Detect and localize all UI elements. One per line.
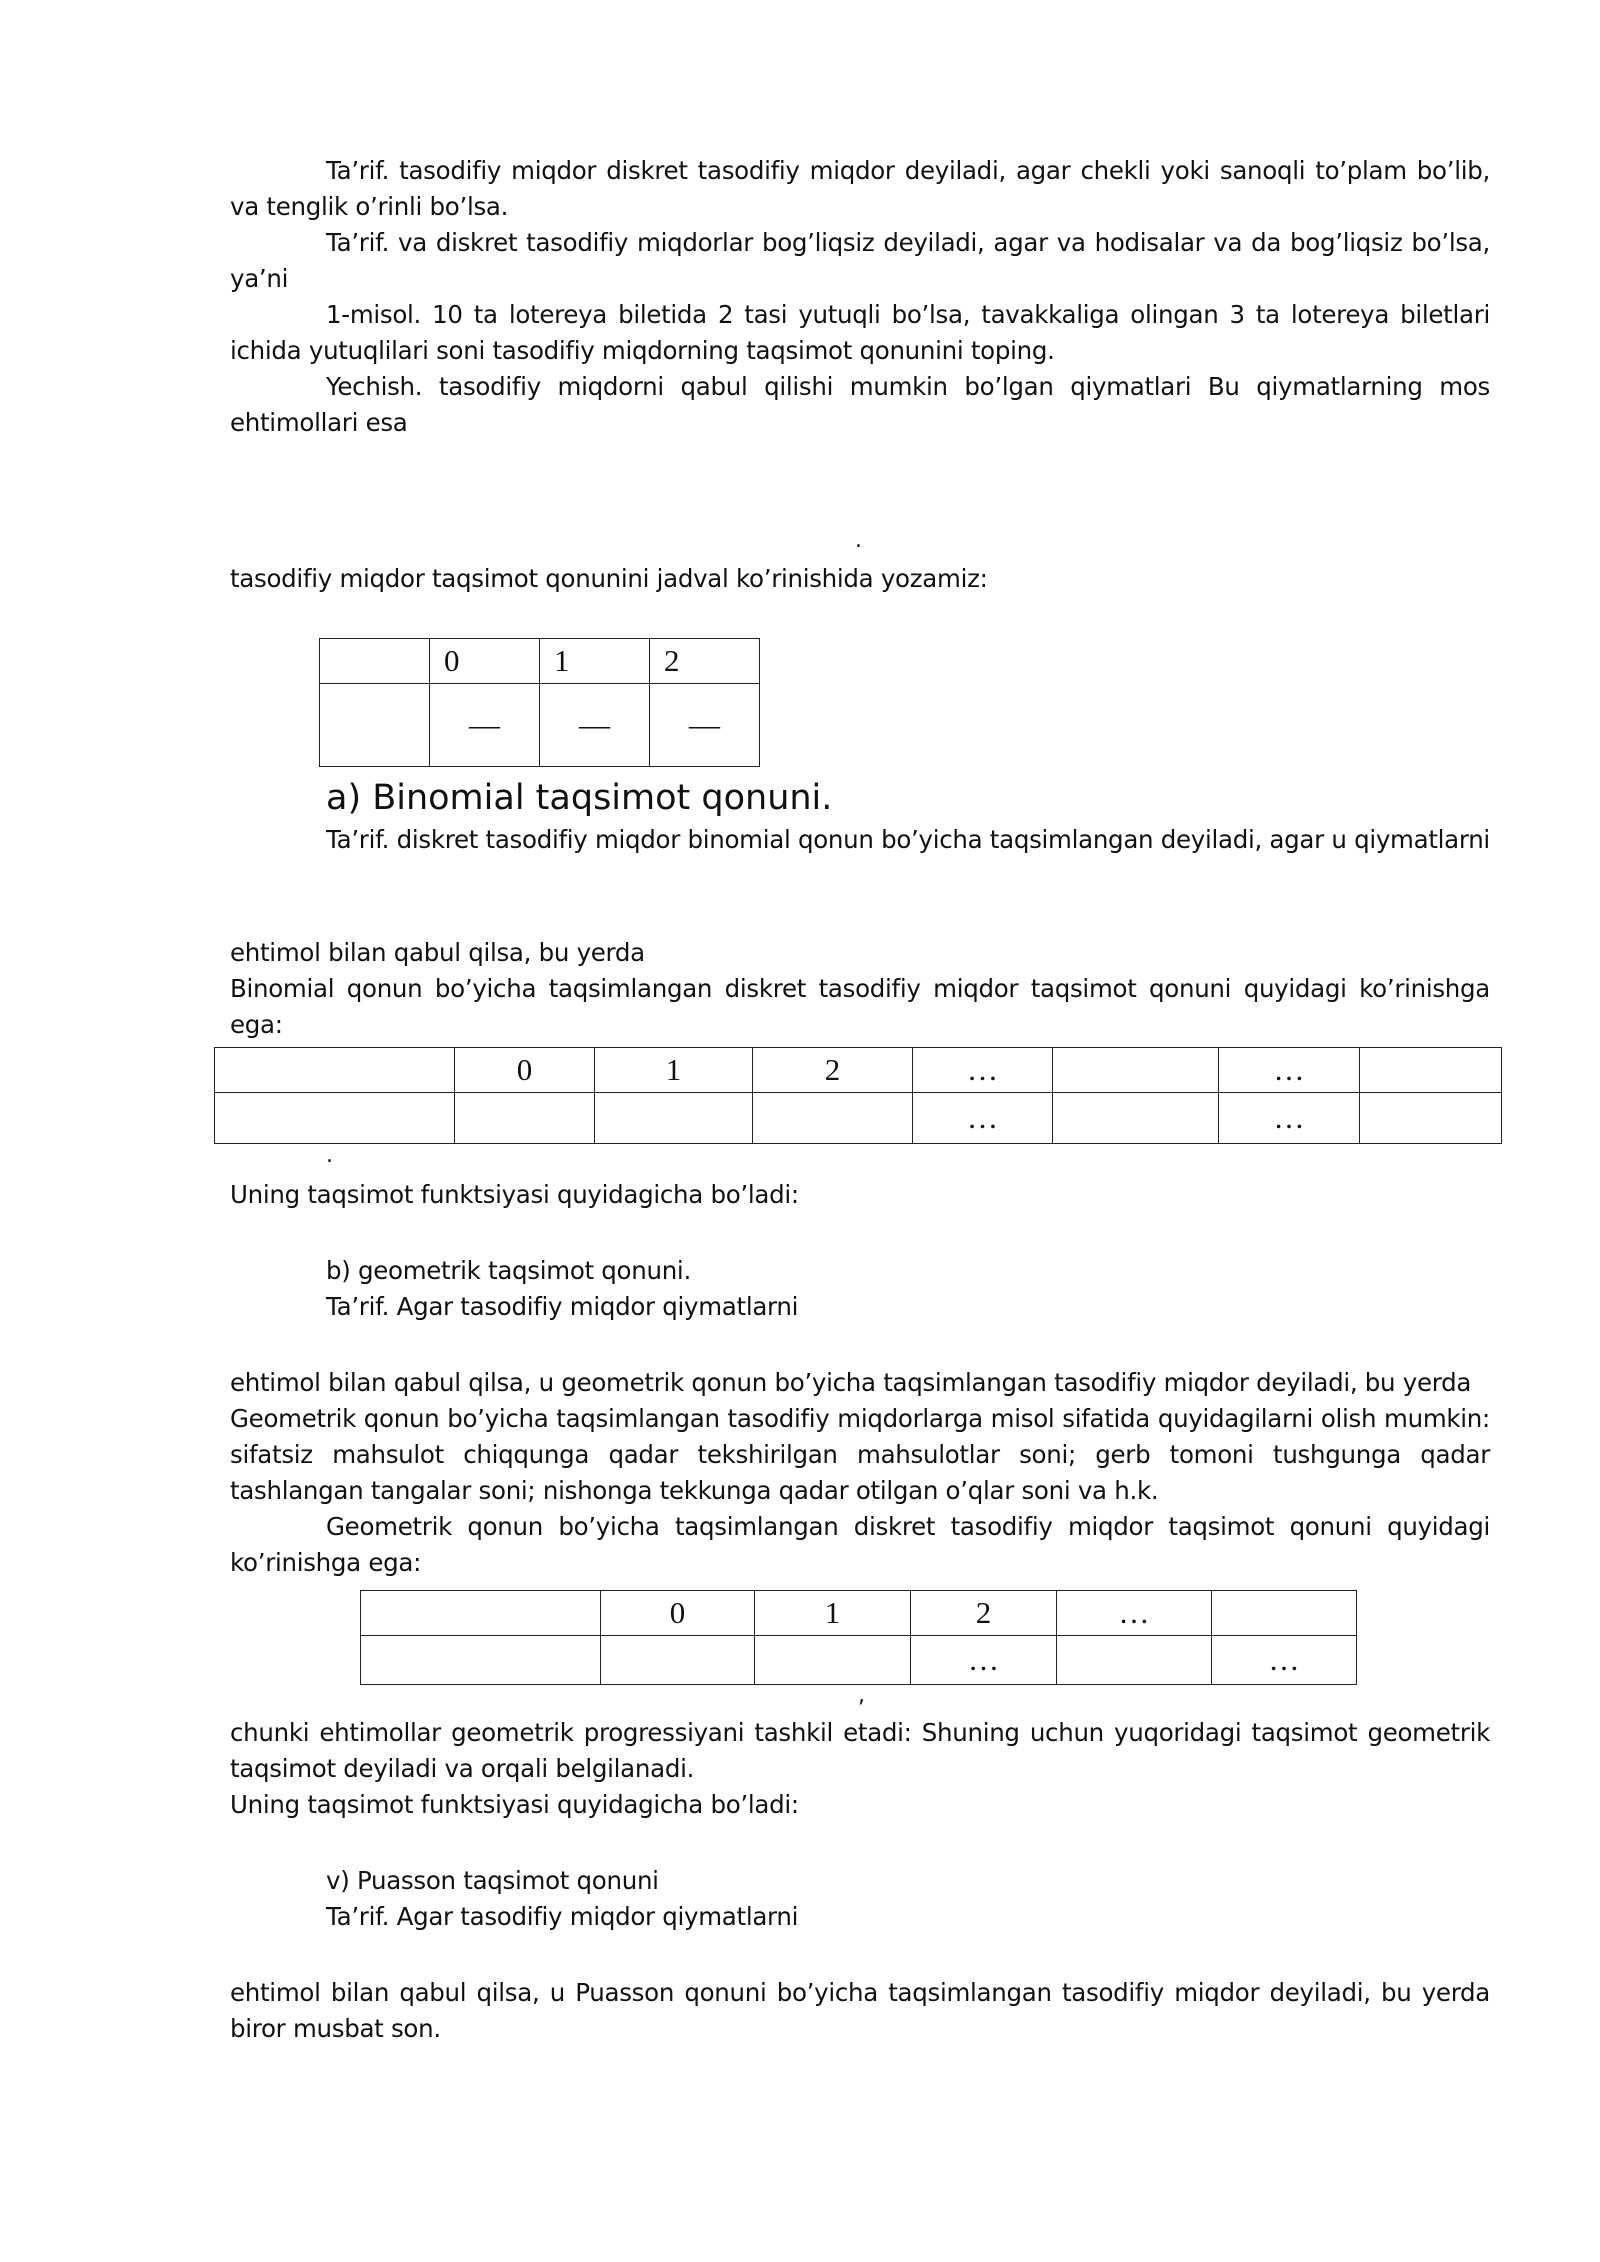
table-cell: … — [1057, 1591, 1212, 1636]
table-cell: 2 — [911, 1591, 1057, 1636]
table-cell — [1053, 1093, 1219, 1144]
paragraph-definition-discrete: Ta’rif. tasodifiy miqdor diskret tasodifiy miqdor deyiladi, agar chekli yoki sanoqli to’plam bo’lib, va tenglik o’rinli bo’lsa. — [230, 156, 1490, 221]
paragraph-geometric-function: Uning taqsimot funktsiyasi quyidagicha bo’ladi: — [230, 1790, 799, 1819]
table-cell — [320, 684, 430, 767]
paragraph-example-1: 1-misol. 10 ta lotereya biletida 2 tasi yutuqli bo’lsa, tavakkaliga olingan 3 ta lotereya biletlari ichida yutuqlilari soni tasodifiy miqdorning taqsimot qonunini toping. — [230, 300, 1490, 365]
paragraph-geometric-definition: Ta’rif. Agar tasodifiy miqdor qiymatlarni — [326, 1292, 799, 1321]
paragraph-poisson-probability: ehtimol bilan qabul qilsa, u Puasson qonuni bo’yicha taqsimlangan tasodifiy miqdor deyiladi, bu yerda biror musbat son. — [230, 1978, 1490, 2043]
table-cell — [361, 1591, 601, 1636]
paragraph-geometric-probability: ehtimol bilan qabul qilsa, u geometrik qonun bo’yicha taqsimlangan tasodifiy miqdor deyiladi, bu yerda — [230, 1368, 1472, 1397]
table-cell — [601, 1636, 755, 1685]
table-cell — [215, 1048, 455, 1093]
paragraph-definition-independent: Ta’rif. va diskret tasodifiy miqdorlar bog’liqsiz deyiladi, agar va hodisalar va da bog’liqsiz bo’lsa, ya’ni — [230, 228, 1490, 293]
section-heading-binomial: a) Binomial taqsimot qonuni. — [326, 778, 833, 818]
punctuation-comma: , — [858, 1683, 865, 1708]
section-heading-poisson: v) Puasson taqsimot qonuni — [326, 1866, 659, 1895]
paragraph-geometric-progression: chunki ehtimollar geometrik progressiyani tashkil etadi: Shuning uchun yuqoridagi taqsimot geometrik taqsimot deyiladi va orqali belgilanadi. — [230, 1718, 1490, 1783]
paragraph-binomial-probability: ehtimol bilan qabul qilsa, bu yerda — [230, 938, 645, 967]
table-cell — [1212, 1591, 1357, 1636]
paragraph-binomial-law: Binomial qonun bo’yicha taqsimlangan diskret tasodifiy miqdor taqsimot qonuni quyidagi ko’rinishga ega: — [230, 974, 1490, 1039]
section-heading-geometric: b) geometrik taqsimot qonuni. — [326, 1256, 691, 1285]
table-cell: … — [1212, 1636, 1357, 1685]
punctuation-dot: . — [855, 528, 862, 553]
table-cell: — — [650, 684, 760, 767]
table-cell: … — [911, 1636, 1057, 1685]
paragraph-solution: Yechish. tasodifiy miqdorni qabul qilishi mumkin bo’lgan qiymatlari Bu qiymatlarning mos ehtimollari esa — [230, 372, 1490, 437]
table-cell — [1360, 1093, 1502, 1144]
table-cell — [320, 639, 430, 684]
table-cell: 1 — [595, 1048, 753, 1093]
paragraph-distribution-function: Uning taqsimot funktsiyasi quyidagicha bo’ladi: — [230, 1180, 799, 1209]
geometric-distribution-table — [360, 1590, 1357, 1685]
table-cell: 2 — [753, 1048, 913, 1093]
table-cell: 0 — [455, 1048, 595, 1093]
distribution-table-example — [319, 638, 760, 767]
table-cell — [595, 1093, 753, 1144]
table-cell: — — [540, 684, 650, 767]
table-cell: … — [913, 1093, 1053, 1144]
table-cell — [1360, 1048, 1502, 1093]
punctuation-dot: . — [326, 1143, 333, 1168]
table-cell — [361, 1636, 601, 1685]
table-cell: 1 — [540, 639, 650, 684]
table-cell — [1053, 1048, 1219, 1093]
table-cell: 2 — [650, 639, 760, 684]
table-cell — [215, 1093, 455, 1144]
table-cell — [455, 1093, 595, 1144]
paragraph-geometric-law: Geometrik qonun bo’yicha taqsimlangan diskret tasodifiy miqdor taqsimot qonuni quyidagi ko’rinishga ega: — [230, 1512, 1490, 1577]
table-cell — [755, 1636, 911, 1685]
binomial-distribution-table — [214, 1047, 1502, 1144]
paragraph-table-intro: tasodifiy miqdor taqsimot qonunini jadval ko’rinishida yozamiz: — [230, 564, 988, 593]
paragraph-geometric-examples: Geometrik qonun bo’yicha taqsimlangan tasodifiy miqdorlarga misol sifatida quyidagilarni olish mumkin: sifatsiz mahsulot chiqqunga qadar tekshirilgan mahsulotlar soni; gerb tomoni tushgunga qadar tashlangan tangalar soni; nishonga tekkunga qadar otilgan o’qlar soni va h.k. — [230, 1404, 1490, 1505]
table-cell: 0 — [601, 1591, 755, 1636]
table-cell: 1 — [755, 1591, 911, 1636]
table-cell — [753, 1093, 913, 1144]
table-cell: … — [913, 1048, 1053, 1093]
paragraph-poisson-definition: Ta’rif. Agar tasodifiy miqdor qiymatlarni — [326, 1902, 799, 1931]
table-cell — [1057, 1636, 1212, 1685]
table-cell: 0 — [430, 639, 540, 684]
paragraph-binomial-definition: Ta’rif. diskret tasodifiy miqdor binomial qonun bo’yicha taqsimlangan deyiladi, agar u qiymatlarni — [326, 825, 1490, 854]
table-cell: … — [1219, 1048, 1360, 1093]
table-cell: — — [430, 684, 540, 767]
table-cell: … — [1219, 1093, 1360, 1144]
